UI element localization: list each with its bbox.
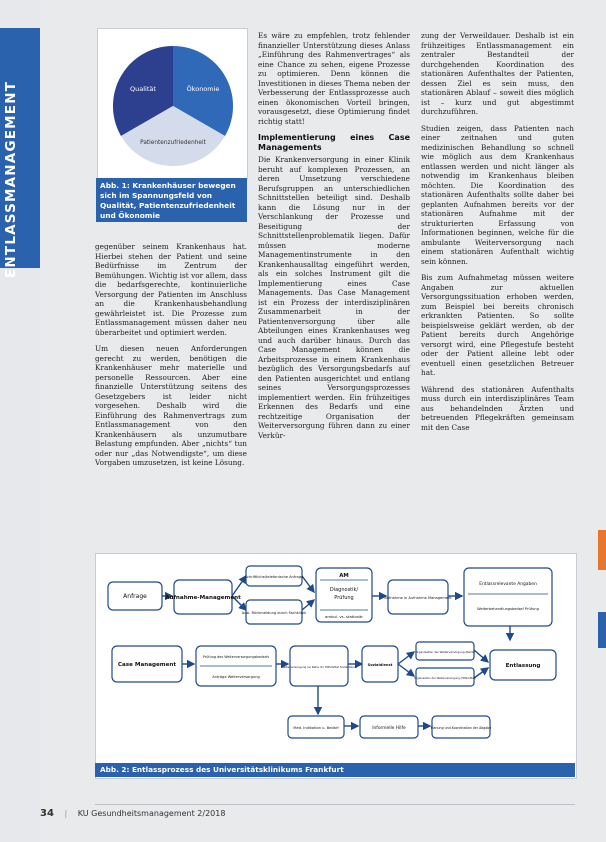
col2-paragraph-2: Die Krankenversorgung in einer Klinik beruht auf komplexen Prozessen, an deren Umsetzung verschiedene Berufsgruppen an unterschiedlichen Schnittstellen beteiligt sind. Deshalb kann die Lösung nur in der Verschlankung der Prozesse und Beseitigung der Schnittstellenproblematik liegen. Dafür müssen moderne Managementinstrumente in den Krankenhausalltag eingeführt werden, als ein solches Instrument gilt die Implementierung eines Case Managements. Das Case Management ist ein Prozess der interdisziplinären Zusammenarbeit in der Patientenversorgung über alle Abteilungen eines Krankenhauses weg und auch darüber hinaus. Durch das Case Management können die Arbeitsprozesse in einem Krankenhaus bezüglich des Versorgungsbedarfs auf den Patienten ausgerichtet und entlang seines Versorgungsprozesses implementiert werden. Ein frühzeitiges Erkennen des Bedarfs und eine rechtzeitige Organisation der Weiterversorgung führen dann zu einer Verkür- [258,155,410,440]
edge-marker-orange [598,530,606,570]
box-weiter: Weiterversorgung (a) Reha (b) Hilfsmittel Sozialdienst [281,665,357,669]
box-sozialdienst: Sozialdienst [367,663,393,667]
col3-paragraph-4: Während des stationären Aufenthalts muss durch ein interdisziplinäres Team aus behandelnden Ärzten und betreuenden Pflegekräften gemeinsam mit den Case [421,384,574,432]
footer-rule [95,804,575,805]
pie-chart [98,29,247,179]
figure-pie [97,28,248,180]
box-antrage: Anträge Weiterversorgung [212,675,260,679]
page-footer [40,808,225,819]
box-am-title: AM [339,573,349,579]
box-bottom2: Informelle Hilfe [372,726,406,731]
box-bottom3: Planung und Koordination der Abgabe [430,726,492,730]
text-column-3 [421,31,574,439]
section-title: ENTLASSMANAGEMENT [3,80,19,278]
page-number: 34 [40,808,54,819]
box-am-line2: Prüfung [334,595,354,601]
footer-separator: | [64,809,68,818]
col1-paragraph-1: gegenüber seinem Krankenhaus hat. Hierbei stehen der Patient und seine Bedürfnisse im Zentrum der Bemühungen. Wichtig ist vor allem, dass die bedarfsgerechte, kontinuierliche Versorgung der Patienten im Anschluss an die Krankenhausbehandlung gewährleistet ist. Die Prozesse zum Entlassmanagement müssen daher neu überarbeitet und optimiert werden. [95,242,247,337]
text-column-2 [258,31,410,447]
pie-label-patienten: Patientenzufriedenheit [140,140,206,146]
figure1-caption: Abb. 1: Krankenhäuser bewegen sich im Spannungsfeld von Qualität, Patientenzufriedenheit und Ökonomie [96,178,247,222]
col3-paragraph-3: Bis zum Aufnahmetag müssen weitere Angaben zur aktuellen Versorgungssituation erhoben werden, zum Beispiel bei bereits chronisch erkrankten Patienten. So sollte beispielsweise geklärt werden, ob der Patient bereits durch Angehörige versorgt wird, eine Pflegestufe besteht oder der Patient alleine lebt oder eventuell einen gesetzlichen Betreuer hat. [421,273,574,377]
box-pruefung: Prüfung des Weiterversorgungsbedarfs [202,655,270,659]
box-anfrage: Anfrage [123,593,147,600]
col1-paragraph-2: Um diesen neuen Anforderungen gerecht zu werden, benötigen die Krankenhäuser mehr materielle und personelle Ressourcen. Aber eine finanzielle Unterstützung seitens des Gesetzgebers ist leider nicht vorgesehen. Deshalb wird die Einführung des Rahmenvertrags zum Entlassmanagement von den Krankenhäusern als unzumutbare Belastung empfunden. Aber „nichts“ tun oder nur „das Notwendigste“, um diese Vorgaben umzusetzen, ist keine Lösung. [95,344,247,467]
box-entlass-sub: Weiterbehandlungsbedarf Prüfung [477,607,539,611]
process-diagram [95,553,577,779]
pie-label-oekonomie: Ökonomie [186,85,220,93]
journal-name: KU Gesundheitsmanagement 2/2018 [77,809,226,818]
figure2-caption: Abb. 2: Entlassprozess des Universitätsklinikums Frankfurt [95,763,575,777]
box-aufnahme-in: Aufnahme in Aufnahme Management [384,596,452,600]
edge-marker-blue [598,612,606,648]
box-case: Case Management [117,662,177,668]
col2-paragraph-1: Es wäre zu empfehlen, trotz fehlender finanzieller Unterstützung dieses Anlass „Einführung des Rahmenvertrages“ als eine Chance zu sehen, eigene Prozesse zu optimieren. Denn können die Investitionen in dieses Thema neben der Verbesserung der Entlassprozesse auch einen ökonomischen Vorteil bringen, vorausgesetzt, diese Optimierung findet richtig statt! [258,31,410,126]
section-tab [0,28,40,278]
box-aufnahme: Aufnahme-Management [165,595,241,601]
section-heading: Implementierung eines Case Managements [258,133,410,152]
col3-paragraph-1: zung der Verweildauer. Deshalb ist ein frühzeitiges Entlassmanagement ein zentraler Bestandteil der durchgehenden Koordination des stationären Aufenthaltes der Patienten, dessen Ziel es sein muss, den stationären Ablauf – soweit dies möglich ist – kurz und gut abgestimmt durchzuführen. [421,31,574,116]
box-am-line1: Diagnostik/ [329,587,359,593]
box-bottom1: Med. Indikation u. Bedarf [293,726,339,730]
box-opt1: Organisation der Weiterversorgung (Reha) [415,650,475,654]
box-entlassung: Entlassung [505,663,541,669]
process-flow [96,554,576,764]
pie-label-qualitaet: Qualität [130,85,156,93]
text-column-1 [95,242,247,475]
col3-paragraph-2: Studien zeigen, dass Patienten nach einer zeitnahen und guten medizinischen Behandlung so schnell wie möglich aus dem Krankenhaus entlassen werden und nicht länger als notwendig im Krankenhaus bleiben möchten. Die Koordination des stationären Aufenthalts sollte daher bei geplanten Aufnahmen bereits vor der stationären Aufnahme mit der strukturierten Erfassung von Informationen beginnen, welche für die ambulante Weiterversorgung nach einem stationären Aufenthalt wichtig sein können. [421,123,574,266]
box-ausnahmen: Ausl. Rückmeldung durch Fachklinik [241,611,307,615]
box-opt2: Organisation der Weiterversorgung (Hilfsmittel) [414,677,476,680]
box-schriftlich: Schriftliche/telefonische Anfrage [244,575,304,579]
box-entlass-title: Entlassrelevante Angaben [479,582,537,587]
box-am-line3: ambul. vs. stationär [325,614,363,619]
